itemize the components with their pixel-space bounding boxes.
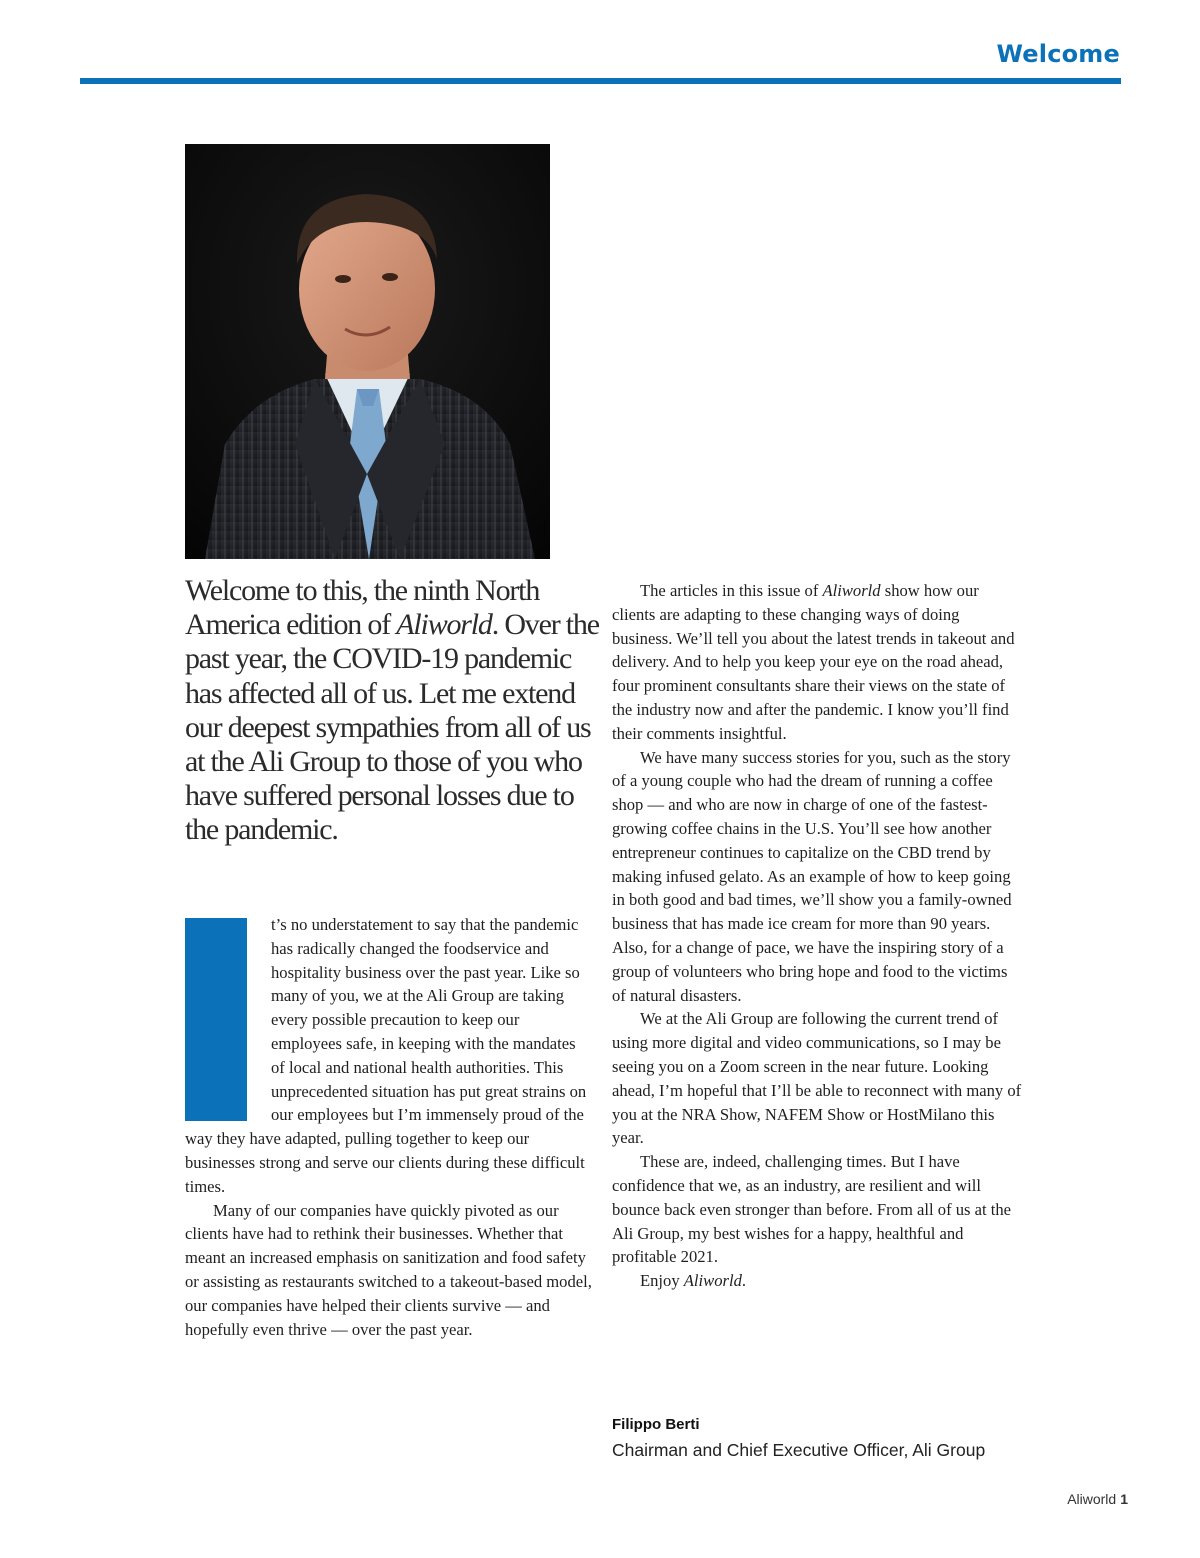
- section-title: Welcome: [996, 40, 1120, 68]
- intro-statement: Welcome to this, the ninth North America edition of Aliworld. Over the past year, the COVID-19 pandemic has affected all of us. Let me extend our deepest sympathies from all of us at the Ali Group to those of you who have suffered personal losses due to the pandemic.: [185, 574, 599, 847]
- signature-name: Filippo Berti: [612, 1416, 700, 1433]
- body-paragraph: These are, indeed, challenging times. But I have confidence that we, as an industry, are resilient and will bounce back even stronger than before. From all of us at the Ali Group, my best wishes for a happy, healthful and profitable 2021.: [612, 1152, 1012, 1267]
- portrait-illustration: [185, 144, 550, 559]
- drop-cap-block: I: [185, 918, 247, 1121]
- closing-line: Enjoy Aliworld.: [640, 1271, 747, 1291]
- letter-right-column: [612, 579, 1022, 1293]
- body-paragraph: t’s no understatement to say that the pandemic has radically changed the foodservice and hospitality business over the past year. Like so many of you, we at the Ali Group are taking every possible precaution to keep our employees safe, in keeping with the mandates of local and national health authorities. This unprecedented situation has put great strains on our employees but I’m immensely proud of the way they have adapted, pulling together to keep our businesses strong and serve our clients during these difficult times.: [185, 915, 587, 1196]
- body-paragraph: Many of our companies have quickly pivoted as our clients have had to rethink their businesses. Whether that meant an increased emphasis on sanitization and food safety or assisting as restaurants switched to a takeout-based model, our companies have helped their clients survive — and hopefully even thrive — over the past year.: [185, 1200, 592, 1339]
- page-footer: [1067, 1491, 1128, 1507]
- signature-title: Chairman and Chief Executive Officer, Ali Group: [612, 1440, 986, 1460]
- portrait-photo: [185, 144, 550, 559]
- body-paragraph: The articles in this issue of Aliworld show how our clients are adapting to these changing ways of doing business. We’ll tell you about the latest trends in takeout and delivery. And to help you keep your eye on the road ahead, four prominent consultants share their views on the state of the industry now and after the pandemic. I know you’ll find their comments insightful.: [612, 581, 1015, 743]
- publication-name: Aliworld: [1067, 1491, 1117, 1507]
- body-paragraph: We have many success stories for you, such as the story of a young couple who had the dream of running a coffee shop — and who are now in charge of one of the fastest-growing coffee chains in the U.S. You’ll see how another entrepreneur continues to capitalize on the CBD trend by making infused gelato. As an example of how to keep going in both good and bad times, we’ll show you a family-owned business that has made ice cream for more than 90 years. Also, for a change of pace, we have the inspiring story of a group of volunteers who bring hope and food to the victims of natural disasters.: [612, 747, 1012, 1005]
- header-rule: [80, 78, 1121, 84]
- letter-left-column: [185, 913, 593, 1341]
- page-number: 1: [1120, 1491, 1128, 1507]
- body-paragraph: We at the Ali Group are following the current trend of using more digital and video communications, so I may be seeing you on a Zoom screen in the near future. Looking ahead, I’m hopeful that I’ll be able to reconnect with many of you at the NRA Show, NAFEM Show or HostMilano this year.: [612, 1009, 1022, 1148]
